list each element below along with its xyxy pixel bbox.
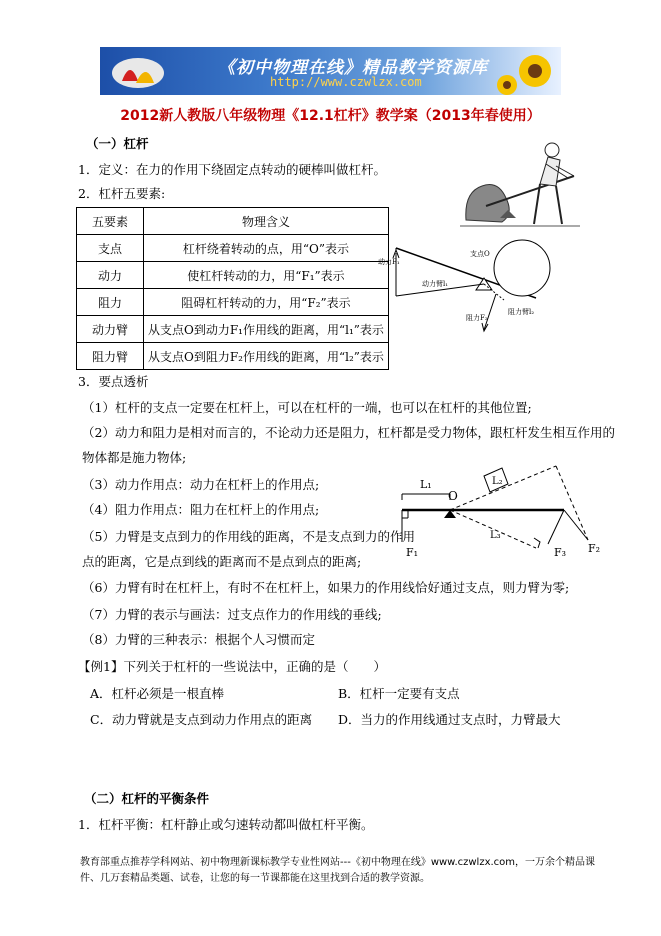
force-f2-label: F₂	[588, 542, 601, 555]
key-point: 点的距离，它是点到线的距离而不是点到点的距离;	[82, 554, 362, 569]
key-point: （3）动力作用点：动力在杠杆上的作用点;	[82, 477, 320, 492]
key-point: （8）力臂的三种表示：根据个人习惯而定	[82, 632, 315, 647]
force-f3-label: F₃	[554, 546, 567, 559]
section-heading-2: （二）杠杆的平衡条件	[84, 791, 210, 806]
pivot-label: 支点O	[470, 250, 490, 258]
table-cell: 阻力	[77, 289, 144, 316]
key-points-label: 3．要点透析	[78, 374, 149, 389]
load-arm-label: 阻力臂l₂	[508, 308, 535, 316]
table-cell: 支点	[77, 235, 144, 262]
option-c: C．动力臂就是支点到动力作用点的距离	[90, 712, 313, 727]
banner-title: 《初中物理在线》精品教学资源库	[218, 58, 488, 78]
arm-l3-label: L₃	[490, 530, 501, 541]
table-header-row	[77, 208, 389, 235]
force-f1-label: F₁	[406, 546, 419, 559]
table-row	[77, 289, 389, 316]
option-b: B．杠杆一定要有支点	[338, 686, 460, 701]
section-heading: （一）杠杆	[86, 136, 149, 151]
arm-l1-label: L₁	[420, 478, 432, 491]
lever-diagram-2	[398, 462, 608, 562]
table-cell: 阻碍杠杆转动的力，用“F₂”表示	[144, 289, 389, 316]
header-banner	[100, 47, 561, 95]
key-point: （6）力臂有时在杠杆上，有时不在杠杆上，如果力的作用线恰好通过支点，则力臂为零;	[82, 580, 570, 595]
table-cell: 动力臂	[77, 316, 144, 343]
key-point: （1）杠杆的支点一定要在杠杆上，可以在杠杆的一端，也可以在杠杆的其他位置;	[82, 400, 532, 415]
table-cell: 杠杆绕着转动的点，用“O”表示	[144, 235, 389, 262]
balance-definition: 1．杠杆平衡：杠杆静止或匀速转动都叫做杠杆平衡。	[78, 817, 374, 832]
effort-force-label: 动力F₁	[378, 258, 400, 266]
rock-lever-illustration	[456, 140, 586, 232]
table-cell: 从支点O到阻力F₂作用线的距离，用“l₂”表示	[144, 343, 389, 370]
table-row	[77, 262, 389, 289]
arm-l2-label: L₂	[492, 476, 503, 487]
definition-text: 1．定义：在力的作用下绕固定点转动的硬棒叫做杠杆。	[78, 162, 386, 177]
lever-diagram-1	[376, 234, 576, 346]
document-title: 2012新人教版八年级物理《12.1杠杆》教学案（2013年春使用）	[120, 108, 541, 124]
table-cell: 从支点O到动力F₁作用线的距离，用“l₁”表示	[144, 316, 389, 343]
example-question: 【例1】下列关于杠杆的一些说法中，正确的是（ ）	[78, 659, 386, 674]
table-row	[77, 316, 389, 343]
key-point: （7）力臂的表示与画法：过支点作力的作用线的垂线;	[82, 607, 382, 622]
banner-url[interactable]: http://www.czwlzx.com	[270, 75, 422, 89]
key-point: （4）阻力作用点：阻力在杠杆上的作用点;	[82, 502, 320, 517]
table-row	[77, 343, 389, 370]
load-force-label: 阻力F₂	[466, 314, 488, 322]
logo-icon	[108, 51, 168, 91]
pivot-o-label: O	[448, 489, 458, 503]
table-cell: 阻力臂	[77, 343, 144, 370]
option-d: D．当力的作用线通过支点时，力臂最大	[338, 712, 561, 727]
table-row	[77, 235, 389, 262]
table-cell: 动力	[77, 262, 144, 289]
effort-arm-label: 动力臂l₁	[422, 280, 449, 288]
footer-line-2: 件、几万套精品类题、试卷，让您的每一节课都能在这里找到合适的教学资源。	[80, 873, 430, 884]
key-point: （2）动力和阻力是相对而言的，不论动力还是阻力，杠杆都是受力物体，跟杠杆发生相互作用的	[82, 425, 615, 440]
footer-line-1: 教育部重点推荐学科网站、初中物理新课标教学专业性网站---《初中物理在线》www.czwlzx.com，一万余个精品课	[80, 857, 596, 868]
table-header-cell: 五要素	[77, 208, 144, 235]
key-point: （5）力臂是支点到力的作用线的距离，不是支点到力的作用	[82, 529, 415, 544]
five-elements-label: 2．杠杆五要素:	[78, 186, 166, 201]
five-elements-table	[76, 207, 389, 370]
sunflower-icon	[495, 49, 561, 95]
option-a: A．杠杆必须是一根直棒	[90, 686, 225, 701]
table-cell: 使杠杆转动的力，用“F₁”表示	[144, 262, 389, 289]
table-header-cell: 物理含义	[144, 208, 389, 235]
key-point: 物体都是施力物体;	[82, 450, 187, 465]
